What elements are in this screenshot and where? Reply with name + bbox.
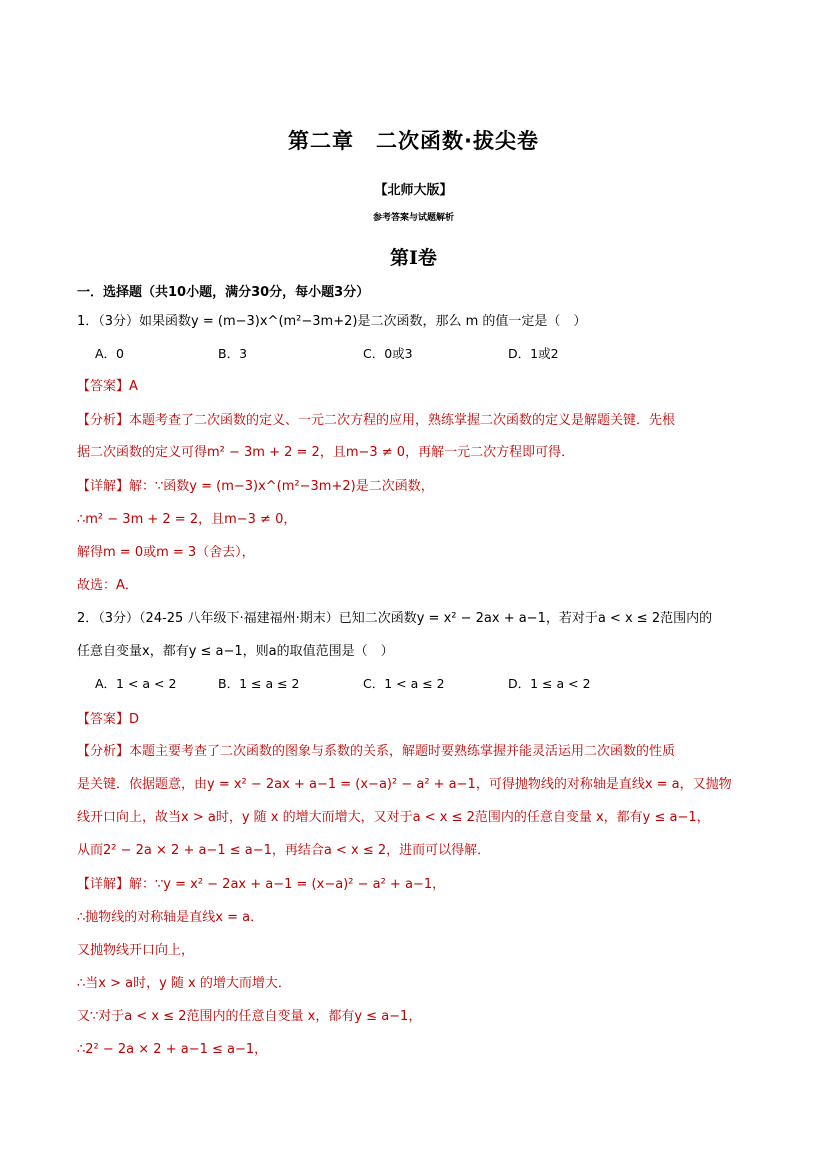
edition-label: 【北师大版】 <box>374 183 453 198</box>
q1-detail-line: ∴m² − 3m + 2 = 2，且m−3 ≠ 0， <box>77 512 297 527</box>
q2-analysis-line: 是关键．依据题意，由y = x² − 2ax + a−1 = (x−a)² − a² + a−1，可得抛物线的对称轴是直线x = a，又抛物 <box>77 777 732 792</box>
q1-option-d: D．1或2 <box>508 346 559 361</box>
q2-analysis-line: 线开口向上，故当x > a时，y 随 x 的增大而增大，又对于a < x ≤ 2范围内的任意自变量 x，都有y ≤ a−1， <box>77 810 710 825</box>
subtitle: 参考答案与试题解析 <box>372 213 454 223</box>
q2-detail-line: ∴抛物线的对称轴是直线x = a． <box>77 910 264 925</box>
q1-answer: 【答案】A <box>77 379 138 394</box>
q2-detail-line: 【详解】解：∵y = x² − 2ax + a−1 = (x−a)² − a² + a−1， <box>77 877 446 892</box>
q1-detail-line: 故选：A． <box>77 578 138 593</box>
q1-option-a: A．0 <box>95 346 125 361</box>
q1-detail-line: 【详解】解：∵函数y = (m−3)x^(m²−3m+2)是二次函数， <box>77 479 434 494</box>
q2-option-d: D．1 ≤ a < 2 <box>508 676 591 691</box>
q1-analysis-line: 【分析】本题考查了二次函数的定义、一元二次方程的应用，熟练掌握二次函数的定义是解题关键．先根 <box>77 413 676 428</box>
q1-option-b: B．3 <box>218 346 248 361</box>
q2-analysis-line: 【分析】本题主要考查了二次函数的图象与系数的关系，解题时要熟练掌握并能灵活运用二次函数的性质 <box>77 744 676 759</box>
q2-detail-line: 又∵对于a < x ≤ 2范围内的任意自变量 x，都有y ≤ a−1， <box>77 1009 422 1024</box>
q2-detail-line: 又抛物线开口向上， <box>77 943 195 958</box>
page-title: 第二章 二次函数·拔尖卷 <box>288 129 539 153</box>
q2-answer: 【答案】D <box>77 712 140 727</box>
q1-option-c: C．0或3 <box>363 346 413 361</box>
q2-stem-line: 任意自变量x，都有y ≤ a−1，则a的取值范围是（ ） <box>77 644 394 659</box>
q2-stem-line: 2．（3分）（24-25 八年级下·福建福州·期末）已知二次函数y = x² − 2ax + a−1，若对于a < x ≤ 2范围内的 <box>77 611 713 626</box>
section-heading: 一．选择题（共10小题，满分30分，每小题3分） <box>77 285 370 300</box>
q2-detail-line: ∴当x > a时，y 随 x 的增大而增大． <box>77 976 291 991</box>
q2-detail-line: ∴2² − 2a × 2 + a−1 ≤ a−1， <box>77 1042 268 1057</box>
q2-option-b: B．1 ≤ a ≤ 2 <box>218 676 300 691</box>
q2-analysis-line: 从而2² − 2a × 2 + a−1 ≤ a−1，再结合a < x ≤ 2，进而可以得解． <box>77 843 491 858</box>
q1-detail-line: 解得m = 0或m = 3（舍去）， <box>77 545 255 560</box>
volume-heading: 第Ⅰ卷 <box>390 247 437 269</box>
q1-stem: 1．（3分）如果函数y = (m−3)x^(m²−3m+2)是二次函数，那么 m 的值一定是（ ） <box>77 314 587 329</box>
q2-option-a: A．1 < a < 2 <box>95 676 177 691</box>
q2-option-c: C．1 < a ≤ 2 <box>363 676 445 691</box>
q1-analysis-line: 据二次函数的定义可得m² − 3m + 2 = 2，且m−3 ≠ 0，再解一元二次方程即可得． <box>77 445 575 460</box>
